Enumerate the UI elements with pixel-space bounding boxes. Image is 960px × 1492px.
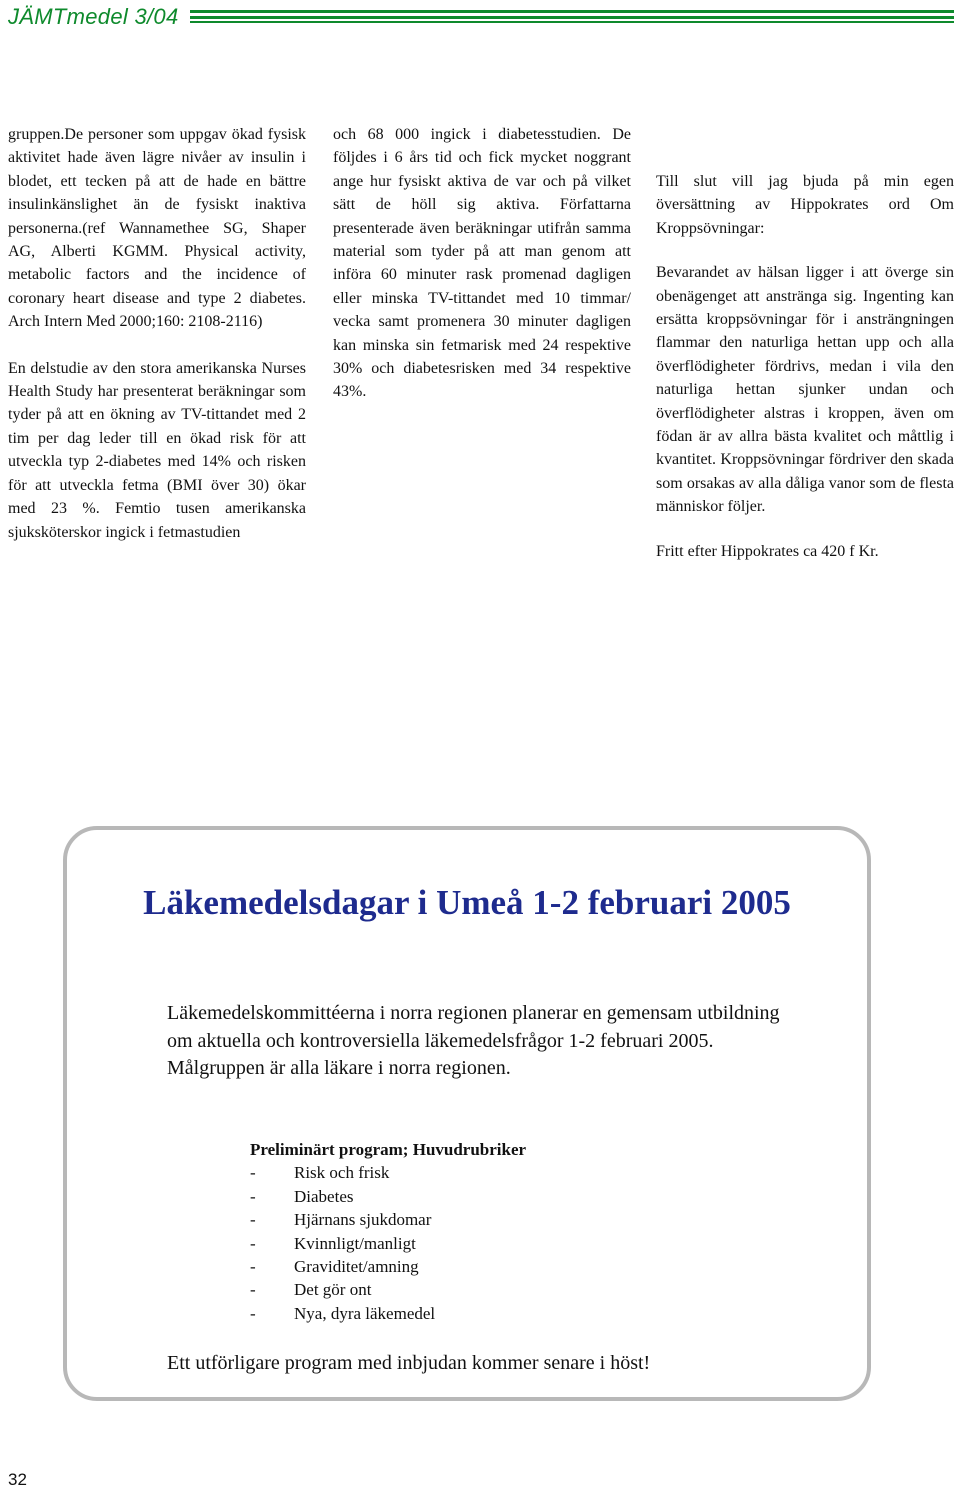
closing-note: Ett utförligare program med inbjudan kommer senare i höst!: [167, 1352, 651, 1374]
list-item: - Det gör ont: [250, 1280, 372, 1300]
article-column-2: [333, 123, 631, 404]
list-item: - Nya, dyra läkemedel: [250, 1303, 436, 1323]
announcement-intro: [167, 1000, 807, 1083]
announcement-title: Läkemedelsdagar i Umeå 1-2 februari 2005: [143, 883, 791, 922]
page-number: 32: [8, 1470, 27, 1489]
list-item: - Hjärnans sjukdomar: [250, 1210, 432, 1230]
program-heading: Preliminärt program; Huvudrubriker: [250, 1140, 527, 1159]
paragraph: och 68 000 ingick i diabetesstudien. De följdes i 6 års tid och fick mycket noggrant ange hur fysiskt aktiva de var och på vilket sätt de höll sig aktiva. Författarna presenterade även beräkningar utifrån samma material som tyder på att man genom att införa 60 minuter rask promenad dagligen eller minska TV-tittandet med 10 timmar/ vecka samt promenera 30 minuter dagligen kan minska sin fetmarisk med 24 respektive 30% och diabetesrisken med 34 respektive 43%.: [333, 126, 631, 401]
audience-text: Målgruppen är alla läkare i norra regionen.: [167, 1057, 511, 1079]
program-list: [250, 1138, 750, 1325]
list-item: - Graviditet/amning: [250, 1257, 419, 1277]
paragraph: Bevarandet av hälsan ligger i att överge sin obenägenget att anstränga sig. Ingenting kan ersätta kroppsövningar för i ansträngningen flammar den naturliga hettan upp och alla överflödigheter fördrivs, medan i vila den naturliga hettan sjunker undan och överflödigheter alstras i kroppen, även om födan är av allra bästa kvalitet och måttlig i kvantitet. Kroppsövningar fördriver den skada som orsakas av alla dåliga vanor som de flesta människor följer.: [656, 264, 954, 516]
list-item: - Kvinnligt/manligt: [250, 1233, 416, 1253]
list-item: - Risk och frisk: [250, 1163, 390, 1183]
paragraph: Till slut vill jag bjuda på min egen översättning av Hippokrates ord Om Kroppsövningar:: [656, 173, 954, 237]
list-item: - Diabetes: [250, 1186, 354, 1206]
paragraph: gruppen.De personer som uppgav ökad fysisk aktivitet hade även lägre nivåer av insulin i blodet, ett tecken på att de hade en bättre insulinkänslighet än de fysiskt inaktiva personerna.(ref Wannamethee SG, Shaper AG, Alberti KGMM. Physical activity, metabolic factors and the incidence of coronary heart disease and type 2 diabetes. Arch Intern Med 2000;160: 2108-2116): [8, 126, 306, 331]
article-column-1: [8, 123, 306, 544]
paragraph: Fritt efter Hippokrates ca 420 f Kr.: [656, 542, 879, 560]
announcement-box: [63, 826, 871, 1401]
paragraph: En delstudie av den stora amerikanska Nurses Health Study har presenterat beräkningar som tyder på att en ökning av TV-tittandet med 2 tim per dag leder till en ökad risk för att utveckla typ 2-diabetes med 14% och risken för att utveckla fetma (BMI över 30) ökar med 23 %. Femtio tusen amerikanska sjuksköterskor ingick i fetmastudien: [8, 359, 306, 541]
header-rule: [190, 10, 954, 24]
article-column-3: [656, 170, 954, 563]
intro-text: Läkemedelskommittéerna i norra regionen planerar en gemensam utbildning om aktuella och kontroversiella läkemedelsfrågor 1-2 februari 2005.: [167, 1002, 780, 1052]
journal-title: JÄMTmedel 3/04: [8, 4, 179, 29]
